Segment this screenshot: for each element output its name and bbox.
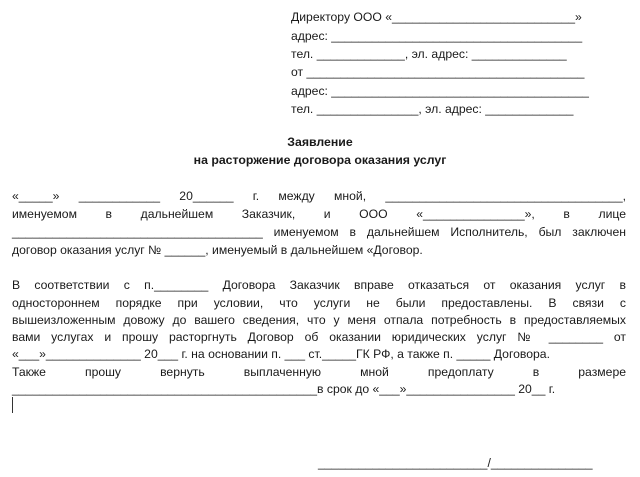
header-sender-phone-line: тел. _______________, эл. адрес: _____________ (291, 102, 574, 116)
paragraph2-line: одностороннем порядке при условии, что услуги не были предоставлены. В связи с (12, 296, 626, 310)
paragraph2-line: вышеизложенным довожу до вашего сведения, что у меня отпала потребность в предоставляемых (12, 313, 626, 327)
paragraph2-line: Также прошу вернуть выплаченную мной предоплату в размере (12, 365, 626, 379)
document-title: Заявление (287, 135, 353, 149)
paragraph1-line: именуемом в дальнейшем Заказчик, и ООО «_______________», в лице (12, 207, 626, 221)
text-cursor[interactable] (12, 397, 13, 413)
signature-line: _________________________/_______________ (318, 456, 593, 470)
paragraph2-line: «___»______________ 20___ г. на основании п. ___ ст._____ГК РФ, а также п. _____ Договора. (12, 347, 550, 361)
header-phone-line: тел. _____________, эл. адрес: ______________ (291, 47, 567, 61)
paragraph1-line: договор оказания услуг № ______, именуемый в дальнейшем «Договор. (12, 243, 423, 257)
header-address-line: адрес: _____________________________________ (291, 29, 583, 43)
paragraph2-line: вами услугах и прошу расторгнуть Договор об оказании юридических услуг № ________ от (12, 330, 626, 344)
paragraph2-line: В соответствии с п.________ Договора Заказчик вправе отказаться от оказания услуг в (12, 278, 626, 292)
paragraph2-line: _____________________________________________в срок до «___»________________ 20__ г. (12, 382, 556, 396)
header-addressee-line: Директору ООО «___________________________» (291, 10, 582, 24)
paragraph1-line: _____________________________________ именуемом в дальнейшем Исполнитель, был заключен (12, 225, 626, 239)
header-sender-address-line: адрес: ______________________________________ (291, 84, 589, 98)
paragraph1-line: «_____» ____________ 20______ г. между мной, ___________________________________, (12, 189, 626, 203)
header-from-line: от _________________________________________ (291, 65, 585, 79)
document-subtitle: на расторжение договора оказания услуг (193, 153, 447, 167)
